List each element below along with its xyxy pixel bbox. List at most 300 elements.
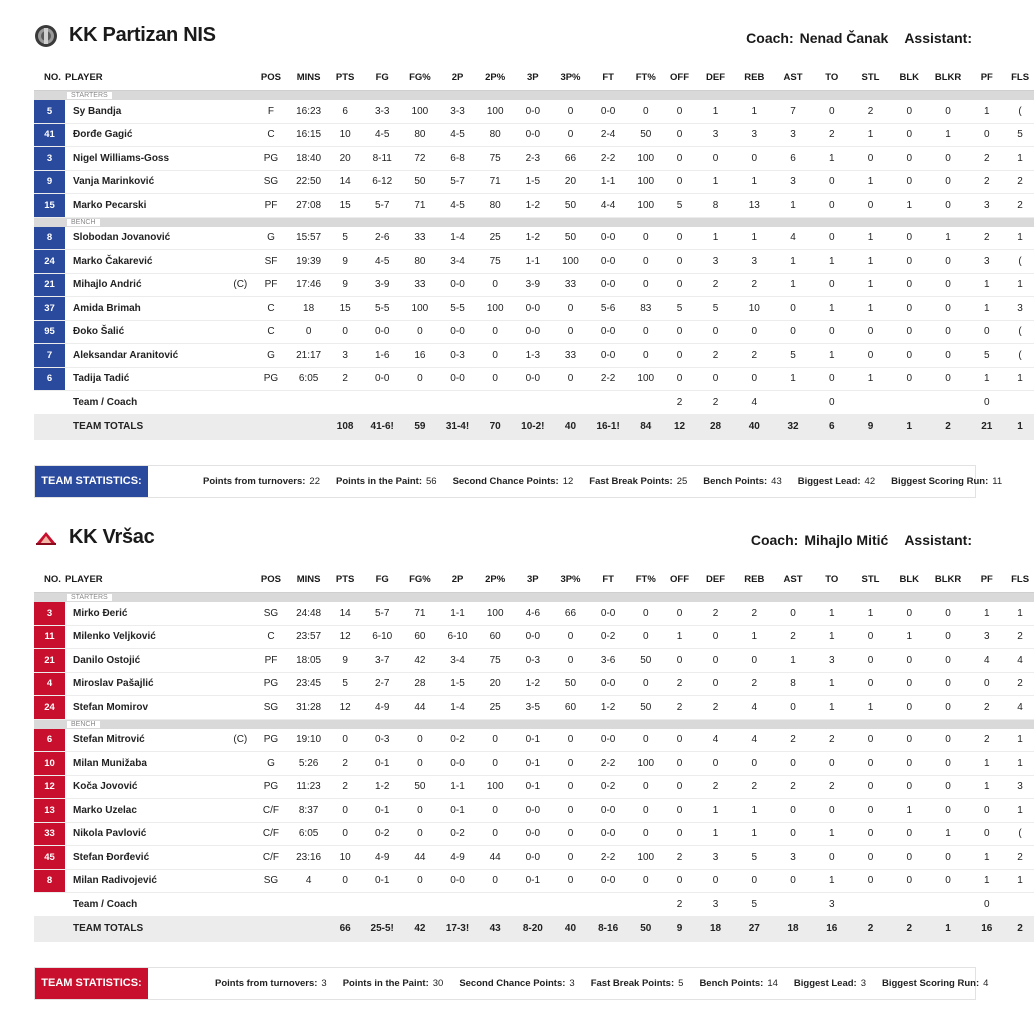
stat-blk: 0 [890, 729, 929, 752]
player-row[interactable] [34, 227, 1034, 250]
column-header-reb[interactable]: REB [735, 64, 774, 91]
player-name[interactable] [65, 344, 253, 368]
stat-ft: 4-4 [588, 194, 629, 218]
column-header-fls[interactable]: FLS [1006, 566, 1034, 593]
stat-off: 0 [663, 250, 696, 274]
stat-ast: 2 [774, 775, 813, 799]
player-name-text[interactable]: Tadija Tadić [73, 373, 130, 385]
stat-2p-pct: 75 [478, 250, 512, 274]
player-name[interactable] [65, 100, 253, 123]
stat-to: 1 [812, 696, 851, 720]
player-name-text[interactable]: Miroslav Pašajlić [73, 678, 154, 690]
stat-fls: 2 [1006, 170, 1034, 194]
player-name-text[interactable]: Sy Bandja [73, 105, 122, 117]
stat-reb: 0 [735, 147, 774, 171]
stat-pf: 3 [967, 250, 1006, 274]
team-stat-value: 3 [569, 978, 575, 989]
player-name-text[interactable]: Mirko Đerić [73, 607, 128, 619]
player-stats-table [34, 64, 1034, 440]
stat-pf: 2 [967, 147, 1006, 171]
total-blkr: 1 [929, 916, 968, 941]
stat-pts [329, 893, 362, 917]
column-header-pf[interactable]: PF [967, 566, 1006, 593]
column-header-to[interactable]: TO [812, 566, 851, 593]
stat-pts: 9 [329, 649, 362, 673]
stat-stl: 1 [851, 367, 890, 391]
player-row[interactable] [34, 729, 1034, 752]
column-header-def[interactable]: DEF [696, 64, 735, 91]
stat-ft: 0-0 [588, 602, 629, 625]
player-name[interactable] [65, 729, 253, 752]
stat-fg: 0-1 [362, 799, 403, 823]
player-row[interactable] [34, 367, 1034, 391]
stat-3p: 0-1 [512, 869, 553, 893]
column-header-fls[interactable]: FLS [1006, 64, 1034, 91]
player-name-text[interactable]: Marko Pecarski [73, 199, 147, 211]
stat-to: 0 [812, 320, 851, 344]
stat-blkr: 0 [929, 320, 968, 344]
team-coach-label: Team / Coach [65, 893, 253, 917]
stat-reb: 0 [735, 752, 774, 776]
column-header-player[interactable]: PLAYER [65, 64, 253, 91]
stat-ft-pct: 0 [629, 672, 663, 696]
stat-fls: 3 [1006, 297, 1034, 321]
stat-mins: 0 [289, 320, 329, 344]
stat-blkr [929, 391, 968, 415]
player-name-text[interactable]: Danilo Ostojić [73, 654, 141, 666]
column-header-3p-pct[interactable]: 3P% [553, 64, 587, 91]
column-header-blkr[interactable]: BLKR [929, 566, 968, 593]
team-stat-value: 56 [426, 476, 437, 487]
player-name[interactable] [65, 799, 253, 823]
stat-2p-pct: 100 [478, 100, 512, 123]
player-name[interactable] [65, 696, 253, 720]
assistant-label: Assistant: [904, 30, 972, 46]
column-header-mins[interactable]: MINS [289, 566, 329, 593]
column-header-off[interactable]: OFF [663, 566, 696, 593]
player-name[interactable] [65, 649, 253, 673]
stat-mins: 19:10 [289, 729, 329, 752]
player-name[interactable] [65, 602, 253, 625]
column-header-fg-pct[interactable]: FG% [403, 566, 437, 593]
player-name-text[interactable]: Slobodan Jovanović [73, 232, 171, 244]
column-header-blk[interactable]: BLK [890, 566, 929, 593]
stat-pos: PF [253, 649, 288, 673]
captain-badge: (C) [233, 733, 248, 745]
total-ast: 18 [774, 916, 813, 941]
jersey-number: 13 [34, 799, 65, 823]
empty-cell [34, 391, 65, 415]
stat-fg: 0-1 [362, 752, 403, 776]
stat-stl: 0 [851, 625, 890, 649]
stat-pos: PG [253, 775, 288, 799]
column-header-pts[interactable]: PTS [329, 566, 362, 593]
column-header-ft[interactable]: FT [588, 566, 629, 593]
team-stat-label: Biggest Scoring Run: [882, 978, 980, 989]
player-name[interactable] [65, 367, 253, 391]
column-header-3p[interactable]: 3P [512, 64, 553, 91]
column-header-3p-pct[interactable]: 3P% [553, 566, 587, 593]
column-header-stl[interactable]: STL [851, 566, 890, 593]
column-header-pf[interactable]: PF [967, 64, 1006, 91]
section-cell [65, 217, 1034, 227]
player-name[interactable] [65, 273, 253, 297]
stat-2p: 5-5 [437, 297, 478, 321]
stat-3p-pct: 50 [553, 672, 587, 696]
stat-mins [289, 893, 329, 917]
player-name[interactable] [65, 846, 253, 870]
stat-reb: 13 [735, 194, 774, 218]
stat-mins: 27:08 [289, 194, 329, 218]
player-name-text[interactable]: Stefan Đorđević [73, 851, 150, 863]
column-header-ast[interactable]: AST [774, 64, 813, 91]
column-header-player[interactable]: PLAYER [65, 566, 253, 593]
stat-def: 2 [696, 602, 735, 625]
jersey-number: 9 [34, 170, 65, 194]
stat-pf: 1 [967, 297, 1006, 321]
stat-ft: 0-0 [588, 273, 629, 297]
team-stat-value: 42 [864, 476, 876, 487]
stat-pts: 0 [329, 822, 362, 846]
coach-label: Coach: [750, 532, 799, 548]
player-name-text[interactable]: Milan Munižaba [73, 757, 147, 769]
stat-def: 8 [696, 194, 735, 218]
stat-blk: 0 [890, 123, 929, 147]
player-row[interactable] [34, 696, 1034, 720]
total-off: 12 [663, 414, 696, 439]
player-row[interactable] [34, 170, 1034, 194]
team-stat-label: Second Chance Points: [459, 978, 566, 989]
player-name-text[interactable]: Mihajlo Andrić [73, 279, 142, 291]
stat-def: 0 [696, 367, 735, 391]
stat-2p-pct: 25 [478, 696, 512, 720]
stat-3p: 0-1 [512, 752, 553, 776]
column-header-mins[interactable]: MINS [289, 64, 329, 91]
player-name[interactable] [65, 297, 253, 321]
stat-2p: 1-4 [437, 696, 478, 720]
stat-pts: 10 [329, 123, 362, 147]
player-row[interactable] [34, 869, 1034, 893]
team-name: KK Vršac [69, 526, 155, 548]
stat-to: 1 [812, 625, 851, 649]
stat-pf: 5 [967, 344, 1006, 368]
team-stat-item [343, 978, 444, 989]
stat-reb: 1 [735, 799, 774, 823]
total-fg: 41-6! [362, 414, 403, 439]
stat-ft: 0-0 [588, 822, 629, 846]
stat-fg-pct: 28 [403, 672, 437, 696]
stat-fg-pct: 50 [403, 170, 437, 194]
stat-2p: 3-4 [437, 250, 478, 274]
stat-2p: 1-1 [437, 602, 478, 625]
stat-pts: 15 [329, 297, 362, 321]
total-ft: 8-16 [588, 916, 629, 941]
player-name-text[interactable]: Đoko Šalić [73, 326, 125, 338]
player-row[interactable] [34, 846, 1034, 870]
column-header-reb[interactable]: REB [735, 566, 774, 593]
stat-stl: 2 [851, 100, 890, 123]
stat-mins: 8:37 [289, 799, 329, 823]
player-name-text[interactable]: Amida Brimah [73, 302, 141, 314]
stat-fls: ( [1006, 100, 1034, 123]
box-score-table [34, 64, 1030, 440]
player-name-text[interactable]: Nikola Pavlović [73, 828, 147, 840]
stat-def: 4 [696, 729, 735, 752]
player-name[interactable] [65, 672, 253, 696]
player-name-text[interactable]: Đorđe Gagić [73, 129, 133, 141]
section-label: BENCH [67, 721, 100, 728]
stat-3p: 1-2 [512, 672, 553, 696]
stat-ft-pct: 100 [629, 367, 663, 391]
total-fls: 1 [1006, 414, 1034, 439]
stat-blk: 0 [890, 320, 929, 344]
column-header-3p[interactable]: 3P [512, 566, 553, 593]
player-name-text[interactable]: Aleksandar Aranitović [73, 349, 179, 361]
column-header-ft-pct[interactable]: FT% [629, 64, 663, 91]
stat-3p: 1-5 [512, 170, 553, 194]
player-name[interactable] [65, 250, 253, 274]
player-row[interactable] [34, 752, 1034, 776]
column-header-blk[interactable]: BLK [890, 64, 929, 91]
player-name[interactable] [65, 227, 253, 250]
stat-stl: 0 [851, 752, 890, 776]
player-name-text[interactable]: Marko Uzelac [73, 804, 137, 816]
player-name[interactable] [65, 170, 253, 194]
player-name-text[interactable]: Nigel Williams-Goss [73, 152, 170, 164]
stat-fg-pct: 71 [403, 194, 437, 218]
stat-off: 0 [663, 775, 696, 799]
stat-mins: 16:23 [289, 100, 329, 123]
stat-reb: 3 [735, 123, 774, 147]
stat-3p-pct: 33 [553, 273, 587, 297]
stat-3p-pct: 0 [553, 297, 587, 321]
column-header-pos[interactable]: POS [253, 64, 288, 91]
stat-ft-pct [629, 391, 663, 415]
player-row[interactable] [34, 822, 1034, 846]
player-stats-table [34, 566, 1034, 942]
stat-to: 1 [812, 344, 851, 368]
stat-blkr: 0 [929, 602, 968, 625]
stat-stl: 0 [851, 344, 890, 368]
column-header-2p-pct[interactable]: 2P% [478, 64, 512, 91]
stat-2p: 4-5 [437, 123, 478, 147]
column-header-ft-pct[interactable]: FT% [629, 566, 663, 593]
player-name[interactable] [65, 123, 253, 147]
player-row[interactable] [34, 147, 1034, 171]
stat-blk: 1 [890, 799, 929, 823]
total-ft-pct: 50 [629, 916, 663, 941]
stat-to: 2 [812, 729, 851, 752]
player-name-text[interactable]: Milenko Veljković [73, 631, 156, 643]
stat-2p: 3-4 [437, 649, 478, 673]
stat-def: 1 [696, 822, 735, 846]
stat-reb: 5 [735, 846, 774, 870]
stat-stl: 0 [851, 822, 890, 846]
section-spacer [34, 593, 65, 603]
stat-2p-pct: 44 [478, 846, 512, 870]
player-name-text[interactable]: Stefan Momirov [73, 701, 149, 713]
stat-mins: 22:50 [289, 170, 329, 194]
stat-2p: 0-2 [437, 822, 478, 846]
player-row[interactable] [34, 297, 1034, 321]
player-name-text[interactable]: Koča Jovović [73, 781, 138, 793]
stat-pos: PG [253, 729, 288, 752]
stat-2p-pct: 0 [478, 273, 512, 297]
stat-3p-pct: 0 [553, 775, 587, 799]
vrsac-logo-icon [34, 526, 58, 550]
column-header-stl[interactable]: STL [851, 64, 890, 91]
stat-to: 2 [812, 775, 851, 799]
player-row[interactable] [34, 672, 1034, 696]
stat-pos: C/F [253, 822, 288, 846]
stat-pf: 2 [967, 227, 1006, 250]
stat-3p: 0-0 [512, 123, 553, 147]
stat-3p: 0-0 [512, 625, 553, 649]
stat-fls: 3 [1006, 775, 1034, 799]
column-header-off[interactable]: OFF [663, 64, 696, 91]
stat-to: 0 [812, 100, 851, 123]
player-row[interactable] [34, 123, 1034, 147]
stat-reb: 10 [735, 297, 774, 321]
column-header-to[interactable]: TO [812, 64, 851, 91]
stat-pos: PG [253, 147, 288, 171]
column-header-fg-pct[interactable]: FG% [403, 64, 437, 91]
stat-mins: 18:05 [289, 649, 329, 673]
column-header-ast[interactable]: AST [774, 566, 813, 593]
stat-ft: 0-2 [588, 775, 629, 799]
player-name[interactable] [65, 320, 253, 344]
stat-blkr [929, 893, 968, 917]
team-header [0, 0, 1000, 46]
stat-pf: 1 [967, 367, 1006, 391]
player-name[interactable] [65, 147, 253, 171]
team-stat-label: Bench Points: [699, 978, 764, 989]
stat-pf: 2 [967, 696, 1006, 720]
stat-ast [774, 391, 813, 415]
partizan-logo-icon [34, 24, 58, 48]
player-row[interactable] [34, 799, 1034, 823]
column-header-fg[interactable]: FG [362, 64, 403, 91]
player-row[interactable] [34, 625, 1034, 649]
stat-pf: 1 [967, 752, 1006, 776]
stat-ft: 3-6 [588, 649, 629, 673]
stat-blk: 0 [890, 100, 929, 123]
stat-ft: 2-2 [588, 367, 629, 391]
stat-pos: F [253, 100, 288, 123]
stat-pf: 3 [967, 625, 1006, 649]
stat-2p-pct: 100 [478, 297, 512, 321]
column-header-def[interactable]: DEF [696, 566, 735, 593]
player-name[interactable] [65, 822, 253, 846]
stat-reb: 0 [735, 649, 774, 673]
player-row[interactable] [34, 273, 1034, 297]
player-name[interactable] [65, 625, 253, 649]
stat-to: 0 [812, 194, 851, 218]
stat-def: 3 [696, 123, 735, 147]
column-header-2p-pct[interactable]: 2P% [478, 566, 512, 593]
player-row[interactable] [34, 194, 1034, 218]
player-row[interactable] [34, 602, 1034, 625]
stat-fg-pct: 33 [403, 273, 437, 297]
stat-fls: ( [1006, 344, 1034, 368]
player-name[interactable] [65, 869, 253, 893]
column-header-blkr[interactable]: BLKR [929, 64, 968, 91]
coach-label: Coach: [746, 30, 794, 46]
stat-mins: 24:48 [289, 602, 329, 625]
column-header-2p[interactable]: 2P [437, 64, 478, 91]
total-blk: 1 [890, 414, 929, 439]
stat-blk: 1 [890, 625, 929, 649]
stat-3p: 0-0 [512, 799, 553, 823]
stat-fg-pct: 60 [403, 625, 437, 649]
stat-3p-pct: 0 [553, 869, 587, 893]
jersey-number: 33 [34, 822, 65, 846]
section-divider-starters [34, 91, 1034, 101]
stat-blkr: 0 [929, 625, 968, 649]
stat-mins: 11:23 [289, 775, 329, 799]
column-header-2p[interactable]: 2P [437, 566, 478, 593]
total-2p-pct: 70 [478, 414, 512, 439]
stat-ft-pct: 0 [629, 320, 663, 344]
column-header-pts[interactable]: PTS [329, 64, 362, 91]
section-divider-bench [34, 719, 1034, 729]
stat-fls: 1 [1006, 227, 1034, 250]
team-section-away [0, 502, 1030, 989]
stat-pos: C [253, 625, 288, 649]
stat-def: 1 [696, 799, 735, 823]
column-header-ft[interactable]: FT [588, 64, 629, 91]
coach-name: Mihajlo Mitić [804, 532, 889, 548]
stat-ft-pct: 83 [629, 297, 663, 321]
stat-fg-pct: 100 [403, 297, 437, 321]
stat-to: 1 [812, 602, 851, 625]
player-row[interactable] [34, 775, 1034, 799]
player-row[interactable] [34, 649, 1034, 673]
column-header-no[interactable]: NO. [34, 64, 65, 91]
jersey-number: 6 [34, 367, 65, 391]
player-name-text[interactable]: Vanja Marinković [73, 176, 155, 188]
stat-3p-pct: 50 [553, 227, 587, 250]
stat-fg: 1-2 [362, 775, 403, 799]
stat-ft [588, 391, 629, 415]
stat-reb: 4 [735, 696, 774, 720]
player-name-text[interactable]: Marko Čakarević [73, 255, 153, 267]
column-header-no[interactable]: NO. [34, 566, 65, 593]
player-row[interactable] [34, 344, 1034, 368]
player-row[interactable] [34, 250, 1034, 274]
stat-pf: 0 [967, 799, 1006, 823]
stat-blkr: 0 [929, 672, 968, 696]
player-row[interactable] [34, 100, 1034, 123]
stat-ft [588, 893, 629, 917]
column-header-fg[interactable]: FG [362, 566, 403, 593]
stat-ft-pct: 0 [629, 273, 663, 297]
stat-pos: PF [253, 273, 288, 297]
player-name[interactable] [65, 775, 253, 799]
column-header-pos[interactable]: POS [253, 566, 288, 593]
player-name[interactable] [65, 752, 253, 776]
player-name-text[interactable]: Stefan Mitrović [73, 734, 145, 746]
stat-mins: 15:57 [289, 227, 329, 250]
stat-blkr: 0 [929, 752, 968, 776]
total-fg: 25-5! [362, 916, 403, 941]
stat-fls: ( [1006, 320, 1034, 344]
stat-2p-pct: 80 [478, 194, 512, 218]
jersey-number: 41 [34, 123, 65, 147]
player-name[interactable] [65, 194, 253, 218]
player-row[interactable] [34, 320, 1034, 344]
player-name-text[interactable]: Milan Radivojević [73, 875, 157, 887]
